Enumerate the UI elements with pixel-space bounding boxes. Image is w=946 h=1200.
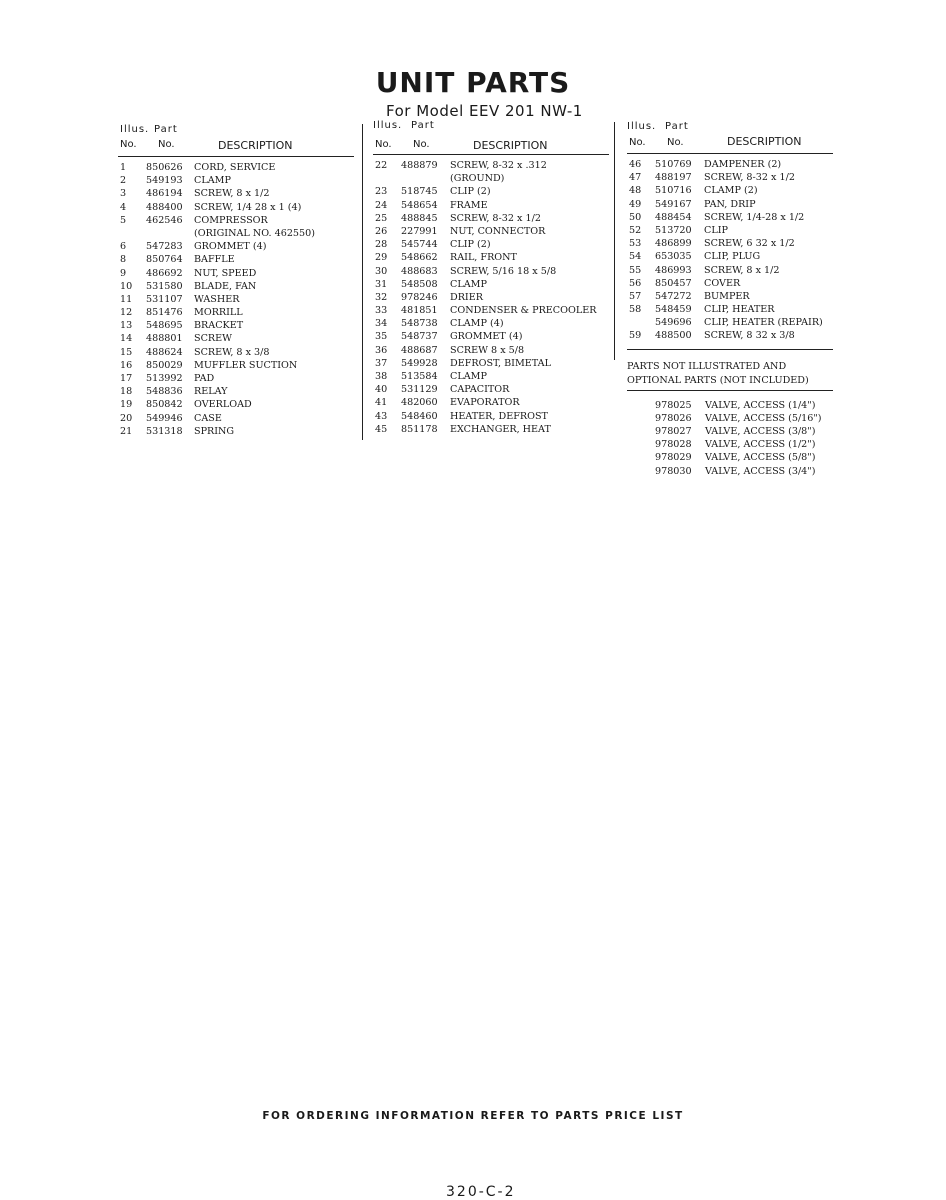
part-description: BUMPER [704,290,750,302]
header-description: DESCRIPTION [473,139,548,152]
illus-number: 31 [375,278,388,290]
part-number: 978030 [655,465,692,477]
parts-row [627,171,833,184]
part-number: 486194 [146,188,183,200]
illus-number: 16 [120,359,133,371]
parts-row [373,251,609,264]
part-description: CAPACITOR [450,384,510,396]
illus-number: 53 [629,238,642,250]
parts-row [118,240,354,253]
illus-number: 13 [120,320,133,332]
part-description: CLIP (2) [450,239,491,251]
part-description: COVER [704,277,741,289]
part-number: 978026 [655,412,692,424]
part-description: SCREW, 6 32 x 1/2 [704,238,795,250]
parts-row [627,158,833,171]
illus-number: 21 [120,425,133,437]
parts-row [373,304,609,317]
part-description: VALVE, ACCESS (5/16") [705,412,822,424]
part-description: SCREW, 8-32 x 1/2 [450,212,541,224]
part-number: 488683 [401,265,438,277]
illus-number: 32 [375,291,388,303]
parts-row [118,253,354,266]
part-description: CLIP, PLUG [704,251,761,263]
parts-row [118,385,354,398]
parts-row [118,187,354,200]
part-number: 486692 [146,267,183,279]
illus-number: 37 [375,357,388,369]
part-number: 851476 [146,307,183,319]
part-description: HEATER, DEFROST [450,410,548,422]
part-number: 653035 [655,251,692,263]
parts-row [373,330,609,343]
parts-row [627,316,833,329]
illus-number: 25 [375,212,388,224]
illus-number: 34 [375,318,388,330]
part-number: 513992 [146,373,183,384]
header-illus: Illus. [627,121,657,132]
illus-number: 35 [375,331,388,343]
header-part: Part [154,124,178,135]
illus-number: 22 [375,160,388,171]
part-number: 978025 [655,399,692,411]
part-number: 488879 [401,160,438,171]
parts-row [373,396,609,409]
part-number: 531318 [146,425,183,437]
illus-number: 55 [629,264,642,276]
part-description: CORD, SERVICE [194,162,276,173]
illus-number: 36 [375,344,388,356]
parts-row [118,425,354,438]
parts-row [373,159,609,172]
parts-row [373,383,609,396]
illus-number: 2 [120,175,127,187]
parts-row [118,214,354,227]
column-header [118,124,354,156]
illus-number: 58 [629,304,642,316]
illus-number: 47 [629,172,642,184]
part-description: VALVE, ACCESS (1/4") [705,399,816,411]
parts-row [373,317,609,330]
part-description: SCREW, 8-32 x 1/2 [704,172,795,184]
notice-rule [627,349,833,350]
parts-row [118,359,354,372]
parts-row [627,224,833,237]
part-number: 482060 [401,397,438,409]
part-description: BAFFLE [194,254,235,266]
part-description: SCREW, 5/16 18 x 5/8 [450,265,557,277]
illus-number: 43 [375,410,388,422]
part-number: 548459 [655,304,692,316]
illus-number: 40 [375,384,388,396]
parts-row [627,412,833,425]
part-description: WASHER [194,293,240,305]
illus-number: 56 [629,277,642,289]
ordering-footer: FOR ORDERING INFORMATION REFER TO PARTS PRICE LIST [262,1110,684,1122]
parts-row [373,212,609,225]
illus-number: 50 [629,211,642,223]
part-number: 547272 [655,290,692,302]
part-description: VALVE, ACCESS (5/8") [705,452,816,464]
part-number: 978246 [401,291,438,303]
parts-column-2 [373,120,609,436]
illus-number: 48 [629,185,642,197]
illus-number: 24 [375,199,388,211]
parts-row [118,306,354,319]
part-number: 548508 [401,278,438,290]
part-description: (GROUND) [450,173,505,185]
illus-number: 59 [629,330,642,342]
illus-number: 46 [629,159,642,170]
part-number: 531129 [401,384,438,396]
parts-row [118,293,354,306]
parts-row [373,278,609,291]
parts-row [373,291,609,304]
part-description: SCREW, 8 x 1/2 [194,188,270,200]
illus-number: 1 [120,162,127,173]
part-description: DAMPENER (2) [704,159,782,170]
parts-row [627,277,833,290]
part-number: 549946 [146,412,183,424]
part-number: 549928 [401,357,438,369]
part-number: 510769 [655,159,692,170]
column-header [627,121,833,153]
parts-row [373,410,609,423]
illus-number: 52 [629,224,642,236]
part-description: SCREW [194,333,233,345]
part-number: 488687 [401,344,438,356]
part-description: CLIP, HEATER [704,304,775,316]
part-description: SPRING [194,425,235,437]
parts-list [627,158,833,343]
illus-number: 5 [120,214,127,226]
header-rule [373,154,609,155]
part-number: 548654 [401,199,438,211]
optional-parts-list [627,399,833,478]
part-description: GROMMET (4) [194,241,267,253]
notice-line-2: OPTIONAL PARTS (NOT INCLUDED) [627,374,809,386]
parts-row [118,332,354,345]
header-part-no: No. [667,137,684,148]
parts-row [627,290,833,303]
part-number: 510716 [655,185,692,197]
part-number: 486993 [655,264,692,276]
part-description: CLAMP [194,175,231,187]
part-number: 488400 [146,201,183,213]
parts-list [118,161,354,438]
part-number: 227991 [401,225,438,237]
parts-row [373,344,609,357]
part-number: 488197 [655,172,692,184]
illus-number: 19 [120,399,133,411]
parts-row [627,303,833,316]
header-rule [118,156,354,157]
illus-number: 14 [120,333,133,345]
parts-row [373,185,609,198]
parts-row [118,174,354,187]
part-description: VALVE, ACCESS (1/2") [705,439,816,451]
part-number: 513720 [655,224,692,236]
parts-row [118,346,354,359]
parts-row [118,161,354,174]
illus-number: 41 [375,397,388,409]
column-divider-1 [362,124,363,440]
parts-row [373,357,609,370]
part-description: EVAPORATOR [450,397,520,409]
part-description: SCREW, 1/4-28 x 1/2 [704,211,805,223]
illus-number: 9 [120,267,127,279]
page-title: UNIT PARTS [375,66,571,99]
part-description: MORRILL [194,307,243,319]
parts-row [118,319,354,332]
parts-row [627,237,833,250]
part-description: CLIP, HEATER (REPAIR) [704,317,823,329]
part-description: CLAMP [450,371,487,382]
part-number: 850626 [146,162,183,173]
part-number: 850029 [146,359,183,371]
part-description: MUFFLER SUCTION [194,359,298,371]
parts-row [373,172,609,185]
part-number: 978027 [655,426,692,437]
part-description: BRACKET [194,320,244,332]
part-description: SCREW, 8 x 3/8 [194,346,270,358]
header-part-no: No. [158,139,175,150]
illus-number: 17 [120,373,133,384]
document-number: 320-C-2 [446,1184,516,1200]
part-description: CONDENSER & PRECOOLER [450,305,597,317]
parts-column-3 [627,121,833,478]
part-number: 513584 [401,371,438,382]
part-number: 518745 [401,186,438,198]
parts-row [118,398,354,411]
part-number: 978029 [655,452,692,464]
parts-row [627,465,833,478]
header-description: DESCRIPTION [218,139,293,152]
part-description: OVERLOAD [194,399,252,411]
parts-row [627,198,833,211]
parts-row [627,264,833,277]
header-no: No. [375,139,392,150]
parts-row [627,399,833,412]
parts-row [373,225,609,238]
part-description: VALVE, ACCESS (3/8") [705,426,816,437]
part-description: RELAY [194,386,228,398]
column-divider-2 [614,122,615,360]
header-part: Part [411,120,435,131]
part-number: 850842 [146,399,183,411]
part-description: CLAMP (4) [450,318,504,330]
illus-number: 28 [375,239,388,251]
parts-row [627,438,833,451]
parts-row [627,451,833,464]
part-number: 488454 [655,211,692,223]
part-number: 548738 [401,318,438,330]
part-description: GROMMET (4) [450,331,523,343]
part-number: 851178 [401,423,438,435]
part-description: NUT, SPEED [194,267,257,279]
part-description: DRIER [450,291,483,303]
part-number: 488624 [146,346,183,358]
header-illus: Illus. [120,124,150,135]
parts-row [118,280,354,293]
illus-number: 45 [375,423,388,435]
parts-row [627,329,833,342]
header-no: No. [120,139,137,150]
header-part-no: No. [413,139,430,150]
parts-row [373,199,609,212]
illus-number: 20 [120,412,133,424]
parts-row [118,227,354,240]
part-description: PAN, DRIP [704,198,756,210]
notice-bottom-rule [627,390,833,391]
header-description: DESCRIPTION [727,135,802,148]
part-number: 462546 [146,214,183,226]
part-number: 545744 [401,239,438,251]
illus-number: 8 [120,254,127,266]
part-description: CASE [194,412,222,424]
part-number: 531580 [146,280,183,292]
illus-number: 6 [120,241,127,253]
parts-column-1 [118,124,354,438]
part-number: 850457 [655,277,692,289]
parts-row [118,372,354,385]
illus-number: 49 [629,198,642,210]
part-number: 548737 [401,331,438,343]
parts-row [373,265,609,278]
parts-row [118,267,354,280]
illus-number: 57 [629,290,642,302]
part-description: VALVE, ACCESS (3/4") [705,465,816,477]
part-number: 548662 [401,252,438,264]
header-rule [627,153,833,154]
part-description: EXCHANGER, HEAT [450,423,551,435]
parts-row [627,184,833,197]
part-number: 488500 [655,330,692,342]
part-description: FRAME [450,199,488,211]
part-description: SCREW, 8-32 x .312 [450,160,547,171]
not-illustrated-notice [627,360,833,388]
parts-row [373,370,609,383]
column-header [373,120,609,152]
part-description: RAIL, FRONT [450,252,517,264]
part-number: 531107 [146,293,183,305]
illus-number: 29 [375,252,388,264]
part-description: CLIP (2) [450,186,491,198]
part-description: DEFROST, BIMETAL [450,357,551,369]
part-number: 549167 [655,198,692,210]
part-number: 549696 [655,317,692,329]
part-number: 850764 [146,254,183,266]
header-part: Part [665,121,689,132]
header-no: No. [629,137,646,148]
illus-number: 18 [120,386,133,398]
part-description: PAD [194,373,215,384]
illus-number: 4 [120,201,127,213]
illus-number: 11 [120,293,133,305]
parts-row [627,250,833,263]
part-description: COMPRESSOR [194,214,268,226]
notice-line-1: PARTS NOT ILLUSTRATED AND [627,360,787,372]
illus-number: 3 [120,188,127,200]
illus-number: 30 [375,265,388,277]
illus-number: 15 [120,346,133,358]
part-number: 978028 [655,439,692,451]
part-number: 549193 [146,175,183,187]
part-description: SCREW, 8 32 x 3/8 [704,330,795,342]
illus-number: 38 [375,371,388,382]
illus-number: 23 [375,186,388,198]
part-number: 547283 [146,241,183,253]
part-description: SCREW 8 x 5/8 [450,344,525,356]
part-number: 548836 [146,386,183,398]
illus-number: 33 [375,305,388,317]
part-number: 548695 [146,320,183,332]
part-number: 488801 [146,333,183,345]
illus-number: 10 [120,280,133,292]
part-number: 481851 [401,305,438,317]
illus-number: 26 [375,225,388,237]
part-number: 488845 [401,212,438,224]
part-description: CLIP [704,224,728,236]
parts-row [373,238,609,251]
part-description: SCREW, 1/4 28 x 1 (4) [194,201,302,213]
parts-row [627,211,833,224]
illus-number: 54 [629,251,642,263]
part-description: BLADE, FAN [194,280,257,292]
parts-row [118,412,354,425]
part-description: CLAMP (2) [704,185,758,197]
model-subtitle: For Model EEV 201 NW-1 [386,102,583,120]
parts-row [373,423,609,436]
part-description: (ORIGINAL NO. 462550) [194,227,315,239]
illus-number: 12 [120,307,133,319]
part-number: 548460 [401,410,438,422]
parts-list [373,159,609,436]
part-description: CLAMP [450,278,487,290]
part-description: NUT, CONNECTOR [450,225,546,237]
parts-row [118,201,354,214]
header-illus: Illus. [373,120,403,131]
parts-row [627,425,833,438]
part-number: 486899 [655,238,692,250]
part-description: SCREW, 8 x 1/2 [704,264,780,276]
